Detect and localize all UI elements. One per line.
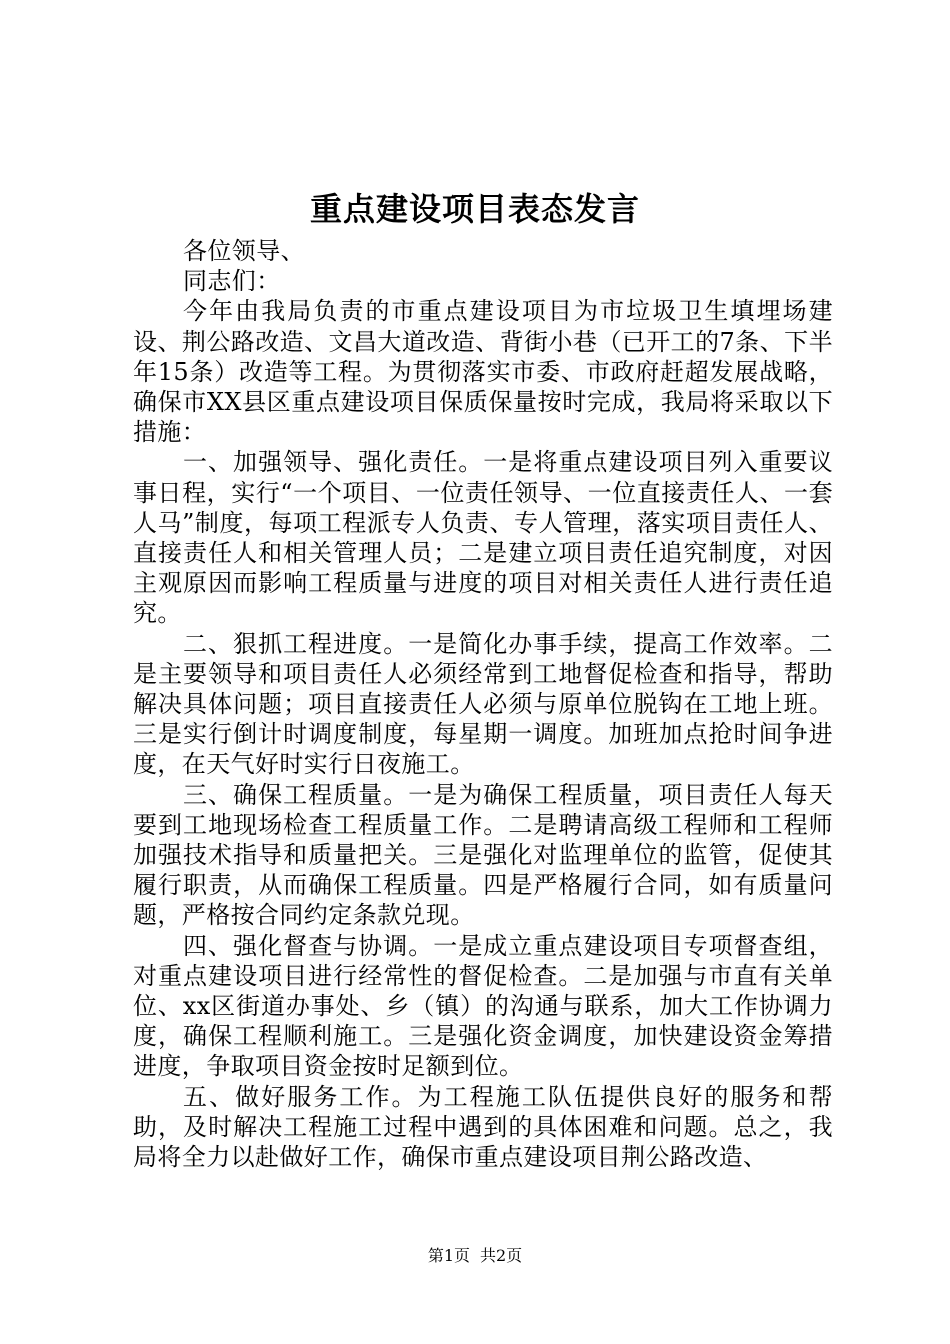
paragraph-intro: 今年由我局负责的市重点建设项目为市垃圾卫生填埋场建设、荆公路改造、文昌大道改造、背街小巷（已开工的7条、下半年15条）改造等工程。为贯彻落实市委、市政府赶超发展战略，确保市XX县区重点建设项目保质保量按时完成，我局将采取以下措施： xyxy=(133,297,833,447)
page-footer xyxy=(0,1243,950,1266)
document-title: 重点建设项目表态发言 xyxy=(309,190,640,228)
page-number: 第1页 xyxy=(427,1246,470,1265)
document-body xyxy=(133,236,833,1172)
paragraph-measure-2: 二、狠抓工程进度。一是简化办事手续，提高工作效率。二是主要领导和项目责任人必须经常到工地督促检查和指导，帮助解决具体问题；项目直接责任人必须与原单位脱钩在工地上班。三是实行倒计时调度制度，每星期一调度。加班加点抢时间争进度，在天气好时实行日夜施工。 xyxy=(133,629,833,779)
paragraph-measure-1: 一、加强领导、强化责任。一是将重点建设项目列入重要议事日程，实行“一个项目、一位责任领导、一位直接责任人、一套人马”制度，每项工程派专人负责、专人管理，落实项目责任人、直接责任人和相关管理人员；二是建立项目责任追究制度，对因主观原因而影响工程质量与进度的项目对相关责任人进行责任追究。 xyxy=(133,448,833,628)
page-total: 共2页 xyxy=(480,1246,523,1265)
salutation-line-2: 同志们： xyxy=(183,267,281,296)
paragraph-measure-4: 四、强化督查与协调。一是成立重点建设项目专项督查组，对重点建设项目进行经常性的督促检查。二是加强与市直有关单位、xx区街道办事处、乡（镇）的沟通与联系，加大工作协调力度，确保工程顺利施工。三是强化资金调度，加快建设资金筹措进度，争取项目资金按时足额到位。 xyxy=(133,931,833,1081)
salutation-line-1: 各位领导、 xyxy=(183,237,305,265)
paragraph-measure-5: 五、做好服务工作。为工程施工队伍提供良好的服务和帮助，及时解决工程施工过程中遇到的具体困难和问题。总之，我局将全力以赴做好工作，确保市重点建设项目荆公路改造、 xyxy=(133,1082,833,1172)
paragraph-measure-3: 三、确保工程质量。一是为确保工程质量，项目责任人每天要到工地现场检查工程质量工作。二是聘请高级工程师和工程师加强技术指导和质量把关。三是强化对监理单位的监管，促使其履行职责，从而确保工程质量。四是严格履行合同，如有质量问题，严格按合同约定条款兑现。 xyxy=(133,780,833,930)
